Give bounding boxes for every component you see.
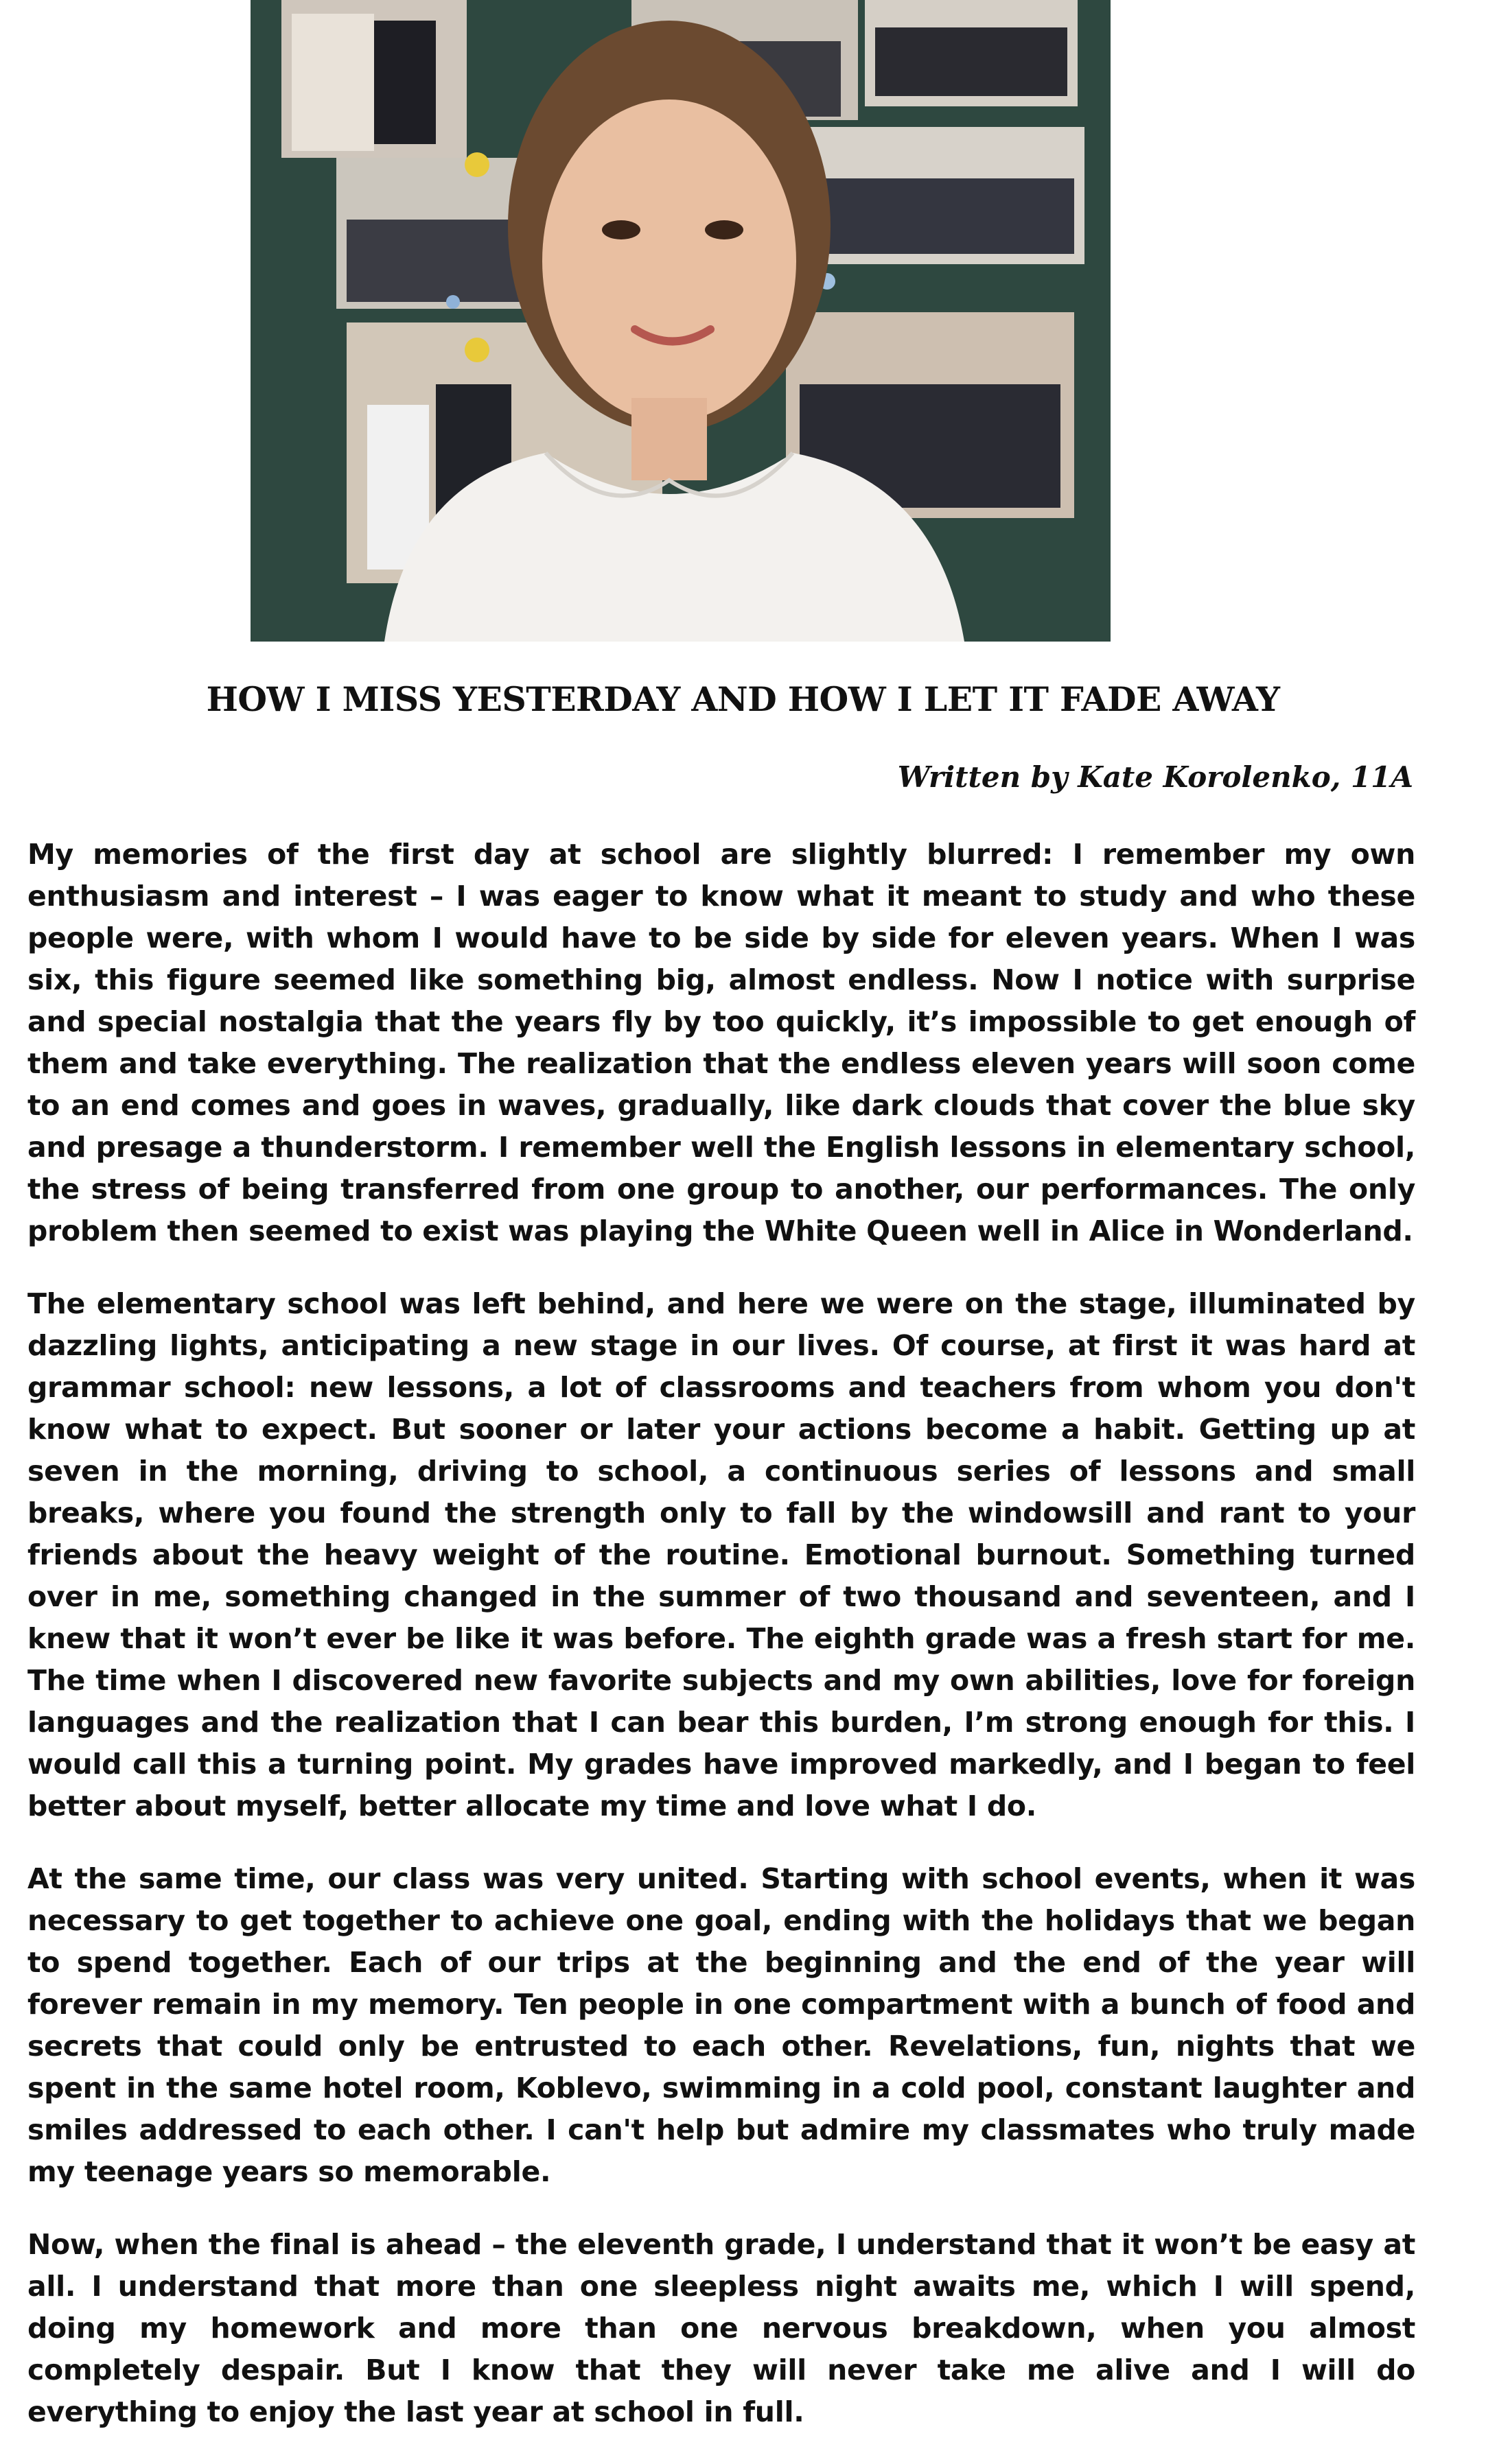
article-title: HOW I MISS YESTERDAY AND HOW I LET IT FADE AWAY: [206, 679, 1280, 719]
article-paragraph: Now, when the final is ahead – the eleventh grade, I understand that it won’t be easy at all. I understand that more than one sleepless night awaits me, which I will spend, doing my homework and more than one nervous breakdown, when you almost completely despair. But I know that they will never take me alive and I will do everything to enjoy the last year at school in full.: [27, 2228, 1415, 2428]
article-paragraph: My memories of the first day at school are slightly blurred: I remember my own enthusiasm and interest – I was eager to know what it meant to study and who these people were, with whom I would have to be side by side for eleven years. When I was six, this figure seemed like something big, almost endless. Now I notice with surprise and special nostalgia that the years fly by too quickly, it’s impossible to get enough of them and take everything. The realization that the endless eleven years will soon come to an end comes and goes in waves, gradually, like dark clouds that cover the blue sky and presage a thunderstorm. I remember well the English lessons in elementary school, the stress of being transferred from one group to another, our performances. The only problem then seemed to exist was playing the White Queen well in Alice in Wonderland.: [27, 838, 1415, 1247]
article-body: [27, 834, 1415, 2464]
portrait-face: [542, 99, 796, 422]
article-photo: [251, 0, 1111, 642]
photo-collage-illustration: [251, 0, 1111, 642]
article-paragraph: The elementary school was left behind, and here we were on the stage, illuminated by dazzling lights, anticipating a new stage in our lives. Of course, at first it was hard at grammar school: new lessons, a lot of classrooms and teachers from whom you don't know what to expect. But sooner or later your actions become a habit. Getting up at seven in the morning, driving to school, a continuous series of lessons and small breaks, where you found the strength only to fall by the windowsill and rant to your friends about the heavy weight of the routine. Emotional burnout. Something turned over in me, something changed in the summer of two thousand and seventeen, and I knew that it won’t ever be like it was before. The eighth grade was a fresh start for me. The time when I discovered new favorite subjects and my own abilities, love for foreign languages and the realization that I can bear this burden, I’m strong enough for this. I would call this a turning point. My grades have improved markedly, and I began to feel better about myself, better allocate my time and love what I do.: [27, 1287, 1415, 1822]
article-paragraph: At the same time, our class was very united. Starting with school events, when it was necessary to get together to achieve one goal, ending with the holidays that we began to spend together. Each of our trips at the beginning and the end of the year will forever remain in my memory. Ten people in one compartment with a bunch of food and secrets that could only be entrusted to each other. Revelations, fun, nights that we spent in the same hotel room, Koblevo, swimming in a cold pool, constant laughter and smiles addressed to each other. I can't help but admire my classmates who truly made my teenage years so memorable.: [27, 1862, 1415, 2188]
article-byline: Written by Kate Korolenko, 11A: [897, 760, 1413, 794]
